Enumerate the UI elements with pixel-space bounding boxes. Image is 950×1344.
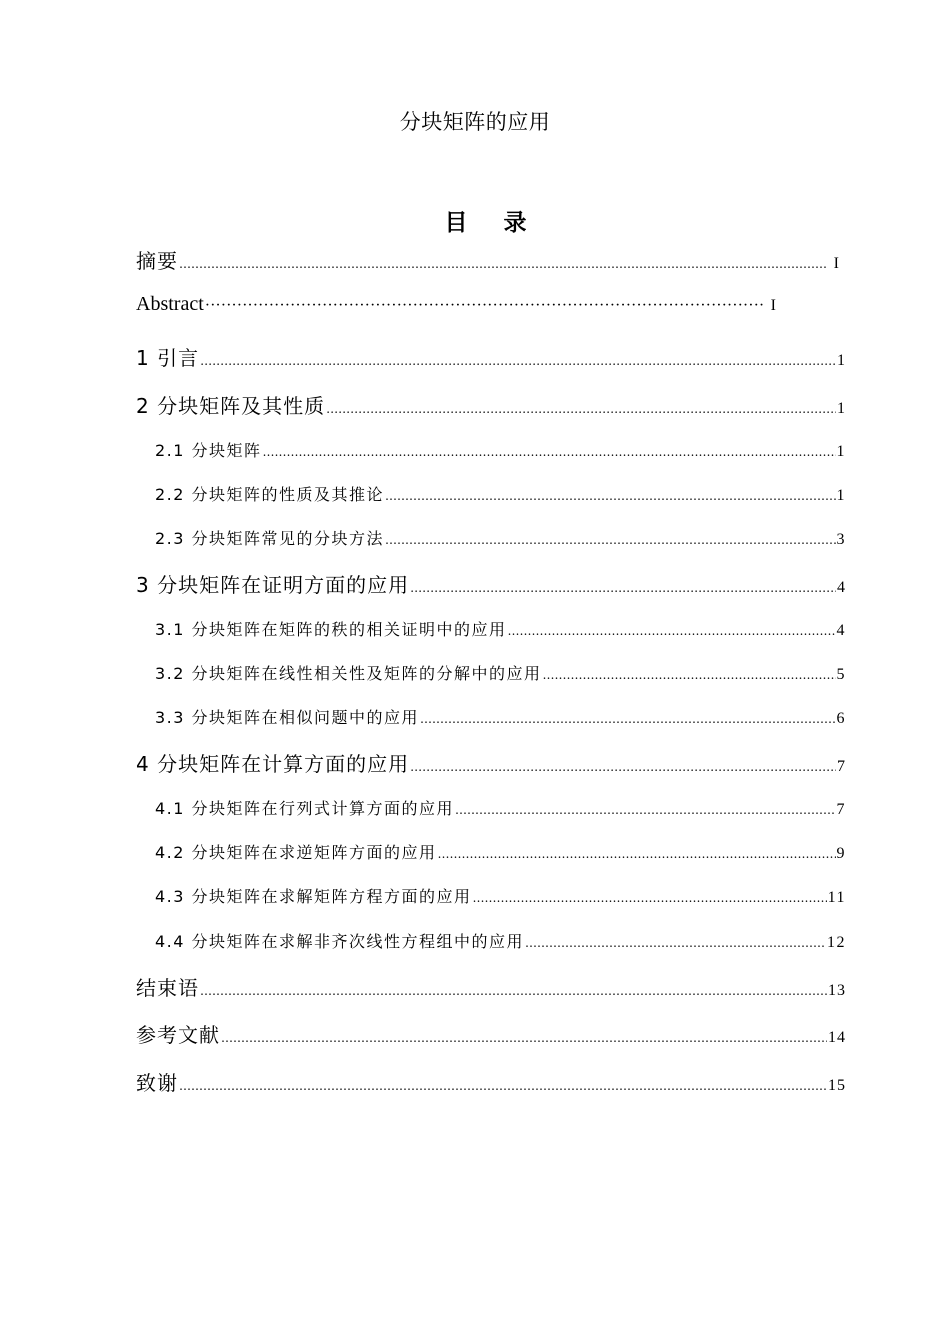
toc-entry-section-2-2[interactable] <box>155 482 846 505</box>
toc-entry-section-2-3[interactable] <box>155 526 846 549</box>
toc-entry-page: 4 <box>836 622 846 639</box>
toc-entry-page: 14 <box>828 1029 846 1046</box>
dot-leader <box>263 445 836 459</box>
toc-entry-section-3-1[interactable] <box>155 617 846 640</box>
toc-entry-label: 2 分块矩阵及其性质 <box>136 394 326 418</box>
toc-entry-page: 13 <box>828 982 846 999</box>
document-title: 分块矩阵的应用 <box>399 110 551 134</box>
toc-entry-label: 4 分块矩阵在计算方面的应用 <box>136 752 410 776</box>
toc-entry-abstract-en[interactable] <box>136 293 776 316</box>
dot-leader <box>205 297 766 315</box>
toc-entry-page: 11 <box>827 889 846 906</box>
toc-entry-label: 4.1 分块矩阵在行列式计算方面的应用 <box>155 799 455 818</box>
dot-leader <box>473 891 827 905</box>
toc-entry-section-4-2[interactable] <box>155 840 846 863</box>
dot-leader <box>326 402 836 416</box>
toc-entry-section-4-4[interactable] <box>155 929 846 952</box>
dot-leader <box>508 624 836 638</box>
toc-entry-abstract-cn[interactable] <box>136 245 846 274</box>
dot-leader <box>543 668 836 682</box>
dot-leader <box>420 712 835 726</box>
toc-entry-label: 4.2 分块矩阵在求逆矩阵方面的应用 <box>155 843 437 862</box>
toc-entry-page: 1 <box>837 352 846 369</box>
toc-entry-label: 3.1 分块矩阵在矩阵的秩的相关证明中的应用 <box>155 620 507 639</box>
toc-entry-label: 1 引言 <box>136 346 200 370</box>
toc-entry-section-4-3[interactable] <box>155 884 846 907</box>
dot-leader <box>179 1079 827 1093</box>
toc-entry-conclusion[interactable] <box>136 972 846 1001</box>
toc-entry-page: 9 <box>836 845 846 862</box>
dot-leader <box>438 847 836 861</box>
toc-entry-section-4-1[interactable] <box>155 796 846 819</box>
toc-entry-page: 7 <box>836 801 846 818</box>
toc-entry-chapter-3[interactable] <box>136 569 846 598</box>
toc-entry-page: 5 <box>836 666 846 683</box>
toc-entry-page: 1 <box>836 487 846 504</box>
toc-entry-page: I <box>833 255 840 272</box>
toc-entry-page: 3 <box>836 531 846 548</box>
toc-entry-introduction[interactable] <box>136 342 846 371</box>
dot-leader <box>455 803 835 817</box>
dot-leader <box>410 760 836 774</box>
toc-entry-page: 7 <box>837 758 846 775</box>
toc-entry-chapter-4[interactable] <box>136 748 846 777</box>
toc-entry-label: 致谢 <box>136 1071 178 1095</box>
toc-entry-label: 2.2 分块矩阵的性质及其推论 <box>155 485 385 504</box>
toc-entry-page: 15 <box>828 1077 846 1094</box>
toc-entry-label: 3.3 分块矩阵在相似问题中的应用 <box>155 708 420 727</box>
dot-leader <box>200 984 827 998</box>
toc-entry-label: 结束语 <box>136 976 199 1000</box>
toc-entry-page: 12 <box>827 934 846 951</box>
toc-entry-label: 参考文献 <box>136 1023 220 1047</box>
dot-leader <box>525 936 826 950</box>
toc-entry-acknowledgements[interactable] <box>136 1067 846 1096</box>
toc-entry-label: 4.3 分块矩阵在求解矩阵方程方面的应用 <box>155 887 472 906</box>
toc-entry-label: Abstract <box>136 293 204 315</box>
toc-entry-page: 1 <box>836 443 846 460</box>
toc-entry-page: 6 <box>836 710 846 727</box>
dot-leader <box>410 581 836 595</box>
toc-entry-label: 2.1 分块矩阵 <box>155 441 262 460</box>
toc-entry-label: 2.3 分块矩阵常见的分块方法 <box>155 529 385 548</box>
dot-leader <box>385 489 835 503</box>
toc-entry-label: 3.2 分块矩阵在线性相关性及矩阵的分解中的应用 <box>155 664 542 683</box>
toc-entry-section-3-3[interactable] <box>155 705 846 728</box>
dot-leader <box>179 257 827 271</box>
dot-leader <box>221 1031 827 1045</box>
toc-entry-label: 4.4 分块矩阵在求解非齐次线性方程组中的应用 <box>155 932 525 951</box>
dot-leader <box>385 533 835 547</box>
toc-entry-label: 摘要 <box>136 249 178 273</box>
toc-entry-references[interactable] <box>136 1019 846 1048</box>
toc-entry-chapter-2[interactable] <box>136 390 846 419</box>
dot-leader <box>200 354 836 368</box>
toc-entry-section-2-1[interactable] <box>155 438 846 461</box>
toc-entry-section-3-2[interactable] <box>155 661 846 684</box>
toc-entry-page: 1 <box>837 400 846 417</box>
toc-entry-page: I <box>770 297 776 314</box>
toc-heading: 目 录 <box>444 210 541 236</box>
toc-entry-page: 4 <box>837 579 846 596</box>
toc-entry-label: 3 分块矩阵在证明方面的应用 <box>136 573 410 597</box>
